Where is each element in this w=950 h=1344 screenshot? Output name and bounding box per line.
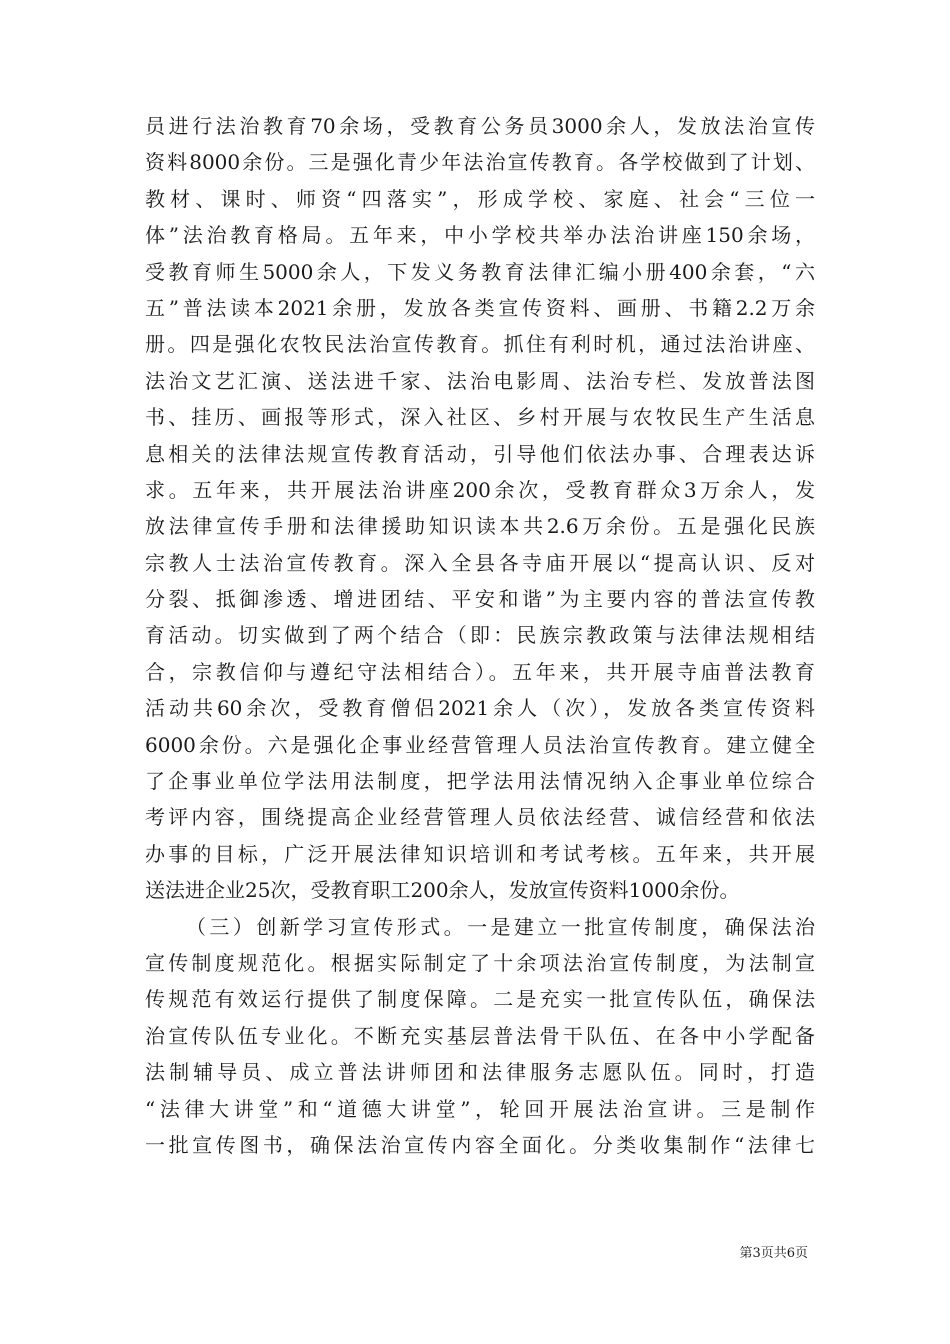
text-line: 息相关的法律法规宣传教育活动，引导他们依法办事、合理表达诉: [145, 441, 815, 466]
body-text: [145, 108, 815, 1163]
text-line: 宣传制度规范化。根据实际制定了十余项法治宣传制度，为法制宣: [145, 950, 815, 975]
text-line: 治宣传队伍专业化。不断充实基层普法骨干队伍、在各中小学配备: [145, 1023, 815, 1048]
text-line: 分裂、抵御渗透、增进团结、平安和谐”为主要内容的普法宣传教: [145, 587, 815, 612]
section-heading-line: （三）创新学习宣传形式。一是建立一批宣传制度，确保法治: [186, 914, 815, 939]
text-line: 一批宣传图书，确保法治宣传内容全面化。分类收集制作“法律七: [145, 1132, 815, 1157]
text-line: 办事的目标，广泛开展法律知识培训和考试考核。五年来，共开展: [145, 841, 815, 866]
text-line: 体”法治教育格局。五年来，中小学校共举办法治讲座150余场，: [145, 223, 815, 248]
text-line: 宗教人士法治宣传教育。深入全县各寺庙开展以“提高认识、反对: [145, 550, 815, 575]
text-line: 教材、课时、师资“四落实”，形成学校、家庭、社会“三位一: [145, 186, 815, 211]
text-line: 受教育师生5000余人，下发义务教育法律汇编小册400余套，“六: [145, 259, 815, 284]
text-line: 放法律宣传手册和法律援助知识读本共2.6万余份。五是强化民族: [145, 514, 815, 539]
text-line: 合，宗教信仰与遵纪守法相结合）。五年来，共开展寺庙普法教育: [145, 659, 815, 684]
text-line: 考评内容，围绕提高企业经营管理人员依法经营、诚信经营和依法: [145, 805, 815, 830]
text-line: 五”普法读本2021余册，发放各类宣传资料、画册、书籍2.2万余: [145, 295, 815, 320]
text-line: 资料8000余份。三是强化青少年法治宣传教育。各学校做到了计划、: [145, 150, 815, 175]
text-line: 员进行法治教育70余场，受教育公务员3000余人，发放法治宣传: [145, 114, 815, 138]
text-line: 送法进企业25次，受教育职工200余人，发放宣传资料1000余份。: [145, 878, 740, 903]
text-line: 书、挂历、画报等形式，深入社区、乡村开展与农牧民生产生活息: [145, 405, 815, 430]
text-line: 册。四是强化农牧民法治宣传教育。抓住有利时机，通过法治讲座、: [145, 332, 815, 357]
text-line: “法律大讲堂”和“道德大讲堂”，轮回开展法治宣讲。三是制作: [145, 1096, 815, 1121]
text-line: 了企事业单位学法用法制度，把学法用法情况纳入企事业单位综合: [145, 769, 815, 794]
text-line: 求。五年来，共开展法治讲座200余次，受教育群众3万余人，发: [145, 477, 815, 502]
text-line: 法治文艺汇演、送法进千家、法治电影周、法治专栏、发放普法图: [145, 368, 815, 393]
page-number: 第3页共6页: [739, 1246, 808, 1261]
text-line: 法制辅导员、成立普法讲师团和法律服务志愿队伍。同时，打造: [145, 1060, 815, 1085]
text-line: 活动共60余次，受教育僧侣2021余人（次），发放各类宣传资料: [145, 696, 815, 721]
text-line: 育活动。切实做到了两个结合（即：民族宗教政策与法律法规相结: [145, 623, 815, 648]
text-line: 传规范有效运行提供了制度保障。二是充实一批宣传队伍，确保法: [145, 987, 815, 1012]
text-line: 6000余份。六是强化企事业经营管理人员法治宣传教育。建立健全: [145, 732, 815, 757]
